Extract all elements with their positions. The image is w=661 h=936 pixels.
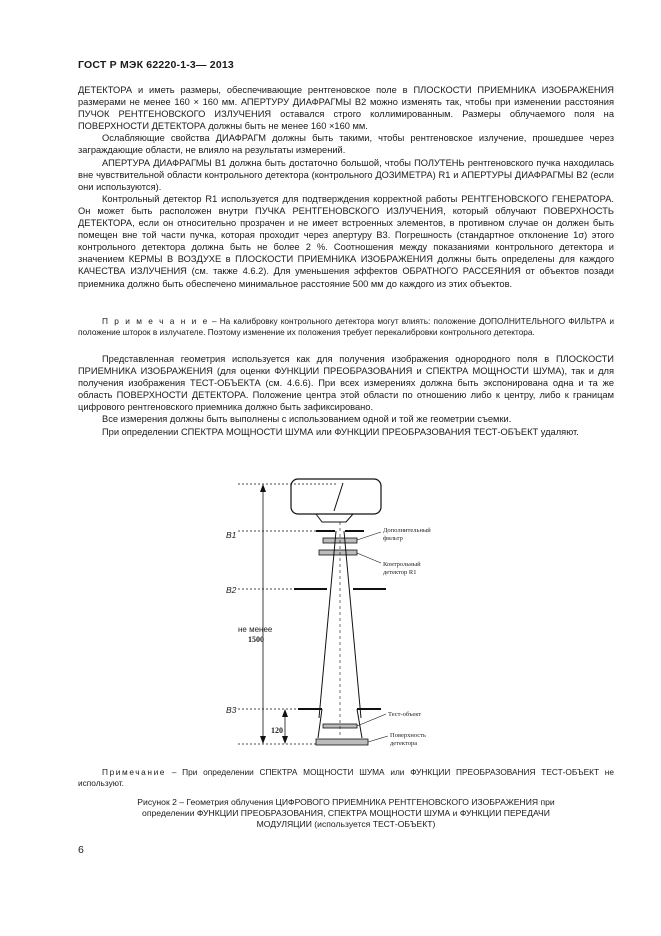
paragraph-3: АПЕРТУРА ДИАФРАГМЫ B1 должна быть достаточно большой, чтобы ПОЛУТЕНЬ рентгеновского пучка находилась вне чувствительной области контрольного детектора (контрольного ДОЗИМЕТРА) R1 и АПЕРТУРЫ ДИАФРАГМЫ B2 (если они используются). <box>78 157 614 192</box>
paragraph-1: ДЕТЕКТОРА и иметь размеры, обеспечивающие рентгеновское поле в ПЛОСКОСТИ ПРИЕМНИКА ИЗОБРАЖЕНИЯ размерами не менее 160 × 160 мм. АПЕРТУРУ ДИАФРАГМЫ B2 можно изменять так, чтобы при изменении расстояния ПУЧОК РЕНТГЕНОВСКОГО ИЗЛУЧЕНИЯ оставался строго коллимированным. Размеры облучаемого поля на ПОВЕРХНОСТИ ДЕТЕКТОРА должны быть не менее 160 ×160 мм. <box>78 85 614 132</box>
document-header: ГОСТ Р МЭК 62220-1-3— 2013 <box>78 59 234 71</box>
distance-label-line2: 1500 <box>248 635 264 644</box>
label-b1: B1 <box>226 530 237 540</box>
arrow-main-bottom <box>260 736 266 744</box>
arrow-small-bottom <box>282 736 288 744</box>
caption-line-2: определении ФУНКЦИИ ПРЕОБРАЗОВАНИЯ, СПЕКТРА МОЩНОСТИ ШУМА и ФУНКЦИИ ПЕРЕДАЧИ <box>142 808 550 819</box>
figure-note-label: Примечание <box>102 767 167 777</box>
paragraph-2: Ослабляющие свойства ДИАФРАГМ должны быть такими, чтобы рентгеновское излучение, прошедшее через заграждающие области, не влияло на результаты измерений. <box>78 133 614 156</box>
figure-note-text: – При определении СПЕКТРА МОЩНОСТИ ШУМА или ФУНКЦИИ ПРЕОБРАЗОВАНИЯ ТЕСТ-ОБЪЕКТ не используют. <box>78 767 614 788</box>
leader-filter <box>357 532 381 540</box>
leader-surface <box>368 736 388 742</box>
leader-ref-detector <box>357 553 381 563</box>
figure-note <box>78 767 614 789</box>
arrow-main-top <box>260 484 266 492</box>
note-1-text: – На калибровку контрольного детектора могут влиять: положение ДОПОЛНИТЕЛЬНОГО ФИЛЬТРА и положение шторок в излучателе. Поэтому изменение их положения требует перекалибровки контрольного детектора. <box>78 316 614 337</box>
beam-line-left <box>319 531 336 718</box>
label-b3: B3 <box>226 705 237 715</box>
paragraph-4: Контрольный детектор R1 используется для подтверждения корректной работы РЕНТГЕНОВСКОГО ГЕНЕРАТОРА. Он может быть расположен внутри ПУЧКА РЕНТГЕНОВСКОГО ИЗЛУЧЕНИЯ, который облучают ПОВЕРХНОСТЬ ДЕТЕКТОРА, если он относительно прозрачен и не имеет встроенных элементов, в противном случае он должен быть помещен вне той части пучка, которая проходит через апертуру B3. Погрешность (стандартное отклонение 1σ) этого контрольного детектора должна быть не более 2 %. Соотношения между показаниями контрольного детектора и значением КЕРМЫ В ВОЗДУХЕ в ПЛОСКОСТИ ПРИЕМНИКА ИЗОБРАЖЕНИЯ должны быть определены для каждого КАЧЕСТВА ИЗЛУЧЕНИЯ (см. также 4.6.2). Для уменьшения эффектов ОБРАТНОГО РАССЕЯНИЯ от объектов позади приемника должно быть обеспечено минимальное расстояние 500 мм до каждого из этих объектов. <box>78 193 614 289</box>
arrow-small-top <box>282 709 288 717</box>
page-number: 6 <box>78 844 84 856</box>
paragraph-7: При определении СПЕКТРА МОЩНОСТИ ШУМА или ФУНКЦИИ ПРЕОБРАЗОВАНИЯ ТЕСТ-ОБЪЕКТ удаляют. <box>102 426 579 437</box>
leader-test-object <box>357 714 386 726</box>
distance-small-label: 120 <box>271 726 283 735</box>
ref-detector-label-line1: Контрольный <box>383 561 421 568</box>
beam-line-right <box>344 531 361 718</box>
focal-axis-line <box>334 483 343 511</box>
paragraph-6: Все измерения должны быть выполнены с использованием одной и той же геометрии съемки. <box>102 414 512 425</box>
paragraph-5: Представленная геометрия используется как для получения изображения однородного поля в ПЛОСКОСТИ ПРИЕМНИКА ИЗОБРАЖЕНИЯ (для оценки ФУНКЦИИ ПРЕОБРАЗОВАНИЯ и СПЕКТРА МОЩНОСТИ ШУМА), так и для получения изображения ТЕСТ-ОБЪЕКТА (см. 4.6.6). При всех измерениях должна быть экспонирована одна и та же область ПОВЕРХНОСТИ ДЕТЕКТОРА. Положение центра этой области по отношению либо к центру, либо к границам цифрового рентгеновского приемника должно быть зафиксировано. <box>78 354 614 413</box>
filter-label-line2: фильтр <box>383 535 403 542</box>
ref-detector-label-line2: детектор R1 <box>383 569 417 576</box>
beam-lower-left <box>318 709 322 738</box>
surface-label-line2: детектора <box>390 740 418 747</box>
test-object-label: Тест-объект <box>388 711 422 718</box>
tube-collimator <box>316 514 353 522</box>
note-1-label: П р и м е ч а н и е <box>102 316 209 326</box>
distance-label-line1: не менее <box>238 625 273 634</box>
caption-line-1: Рисунок 2 – Геометрия облучения ЦИФРОВОГО ПРИЕМНИКА РЕНТГЕНОВСКОГО ИЗОБРАЖЕНИЯ при <box>137 797 555 807</box>
beam-lower-right <box>357 709 362 738</box>
reference-detector-r1 <box>319 550 357 555</box>
figure-caption <box>78 797 614 831</box>
surface-label-line1: Поверхность <box>390 732 426 739</box>
detector-surface <box>316 739 368 745</box>
label-b2: B2 <box>226 585 237 595</box>
filter-label-line1: Дополнительный <box>383 527 431 534</box>
caption-line-3: МОДУЛЯЦИИ (используется ТЕСТ-ОБЪЕКТ) <box>256 819 436 830</box>
